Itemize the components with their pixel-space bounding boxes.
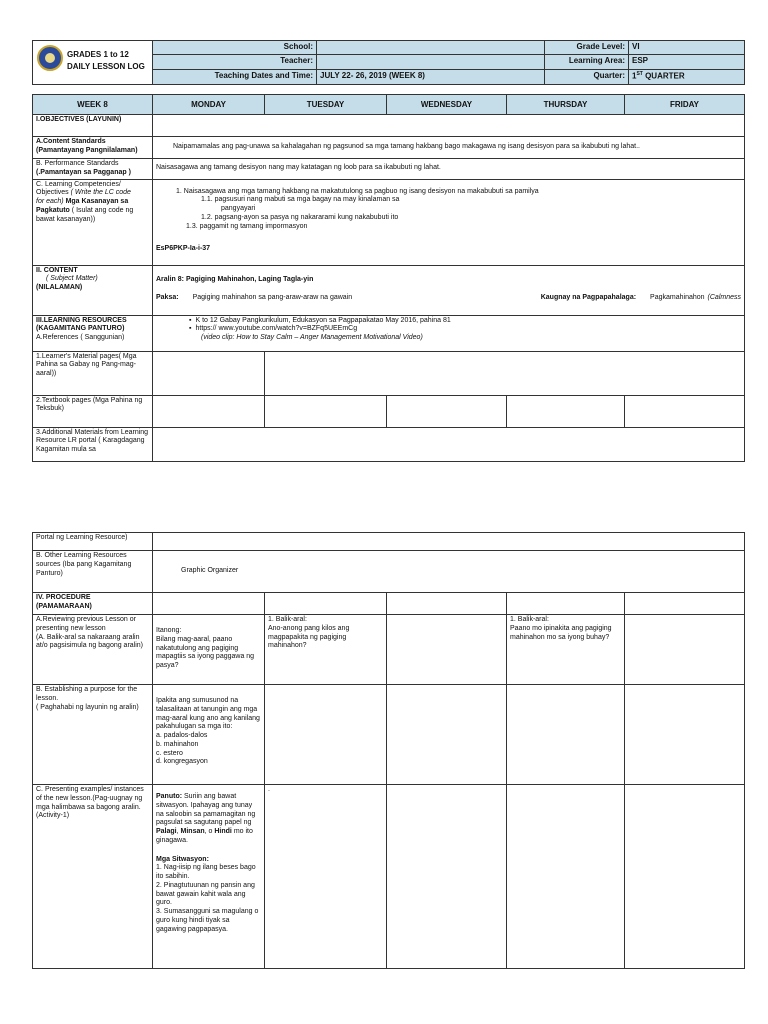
review-tuesday: 1. Balik-aral: Ano-anong pang kilos ang magpapakita ng pagiging mahinahon? (265, 615, 387, 685)
review-friday (625, 615, 745, 685)
purpose-wednesday (387, 685, 507, 785)
content-standards-label: A.Content Standards (Pamantayang Pangnilalaman) (33, 137, 153, 159)
procedure-thursday (507, 593, 625, 615)
textbook-monday (153, 395, 265, 427)
quarter-value: 1ST QUARTER (629, 70, 745, 85)
teacher-label: Teacher: (153, 55, 317, 70)
portal-label: Portal ng Learning Resource) (33, 533, 153, 551)
purpose-label: B. Establishing a purpose for the lesson. ( Paghahabi ng layunin ng aralin) (33, 685, 153, 785)
lesson-table-page2 (32, 532, 745, 969)
textbook-label: 2.Textbook pages (Mga Pahina ng Teksbuk) (33, 395, 153, 427)
dates-label: Teaching Dates and Time: (153, 70, 317, 85)
textbook-friday (625, 395, 745, 427)
day-friday: FRIDAY (625, 95, 745, 115)
textbook-tuesday (265, 395, 387, 427)
objectives-cell (153, 115, 745, 137)
school-label: School: (153, 41, 317, 55)
logo-cell (33, 41, 153, 85)
lesson-table-page1 (32, 94, 745, 462)
textbook-thursday (507, 395, 625, 427)
procedure-tuesday (265, 593, 387, 615)
examples-wednesday (387, 785, 507, 969)
day-wednesday: WEDNESDAY (387, 95, 507, 115)
day-monday: MONDAY (153, 95, 265, 115)
performance-label: B. Performance Standards (.Pamantayan sa Pagganap ) (33, 159, 153, 180)
dates-value: JULY 22- 26, 2019 (WEEK 8) (317, 70, 545, 85)
grade-value: VI (629, 41, 745, 55)
examples-thursday (507, 785, 625, 969)
header-block (32, 40, 744, 84)
deped-seal-icon (37, 45, 63, 71)
procedure-monday (153, 593, 265, 615)
header-table (32, 40, 745, 85)
day-thursday: THURSDAY (507, 95, 625, 115)
purpose-friday (625, 685, 745, 785)
procedure-friday (625, 593, 745, 615)
content-text: Aralin 8: Pagiging Mahinahon, Laging Tagla-yin Paksa: Pagiging mahinahon sa pang-araw-araw na gawain Kaugnay na Pagpapahalaga: Pagkamahinahon (Calmness (153, 265, 745, 315)
review-thursday: 1. Balik-aral: Paano mo ipinakita ang pagiging mahinahon mo sa iyong buhay? (507, 615, 625, 685)
area-value: ESP (629, 55, 745, 70)
dll-title: DAILY LESSON LOG (67, 61, 145, 71)
content-label: II. CONTENT ( Subject Matter) (NILALAMAN) (33, 265, 153, 315)
learners-material-label: 1.Learner's Material pages( Mga Pahina sa Gabay ng Pang-mag-aaral)) (33, 351, 153, 395)
examples-label: C. Presenting examples/ instances of the new lesson.(Pag-uugnay ng mga halimbawa sa bagong aralin. (Activity-1) (33, 785, 153, 969)
resources-label: III.LEARNING RESOURCES (KAGAMITANG PANTURO) A.References ( Sanggunian) (33, 315, 153, 351)
examples-friday (625, 785, 745, 969)
objectives-label: I.OBJECTIVES (LAYUNIN) (33, 115, 153, 137)
review-wednesday (387, 615, 507, 685)
week-label: WEEK 8 (33, 95, 153, 115)
portal-cell (153, 533, 745, 551)
textbook-wednesday (387, 395, 507, 427)
procedure-label: IV. PROCEDURE (PAMAMARAAN) (33, 593, 153, 615)
resources-text: ▪ K to 12 Gabay Pangkurikulum, Edukasyon sa Pagpapakatao May 2016, pahina 81 ▪ https:// www.youtube.com/watch?v=BZFq5UEEmCg (video clip: How to Stay Calm – Anger Management Motivational Video) (153, 315, 745, 351)
grade-label: Grade Level: (545, 41, 629, 55)
logo-text (67, 49, 145, 72)
review-label: A.Reviewing previous Lesson or presenting new lesson (A. Balik-aral sa nakaraang aralin at/o pagsisimula ng bagong aralin) (33, 615, 153, 685)
additional-cell (153, 427, 745, 461)
purpose-thursday (507, 685, 625, 785)
area-label: Learning Area: (545, 55, 629, 70)
examples-tuesday: . (265, 785, 387, 969)
competencies-label: C. Learning Competencies/ Objectives ( Write the LC code for each) Mga Kasanayan sa Pagkatuto ( Isulat ang code ng bawat kasanayan)) (33, 179, 153, 265)
performance-text: Naisasagawa ang tamang desisyon nang may katatagan ng loob para sa ikabubuti ng lahat. (153, 159, 745, 180)
other-resources-value: Graphic Organizer (153, 551, 745, 593)
other-resources-label: B. Other Learning Resources sources (Iba pang Kagamitang Panturo) (33, 551, 153, 593)
learners-monday (153, 351, 265, 395)
learners-rest (265, 351, 745, 395)
procedure-wednesday (387, 593, 507, 615)
purpose-monday: Ipakita ang sumusunod na talasalitaan at tanungin ang mga mag-aaral kung ano ang kanilang pakahulugan sa mga ito: a. padalos-dalos b. mahinahon c. estero d. kongregasyon (153, 685, 265, 785)
content-standards-text: Naipamamalas ang pag-unawa sa kahalagahan ng pagsunod sa mga tamang hakbang bago makagawa ng isang desisyon para sa ikabubuti ng lahat.. (153, 137, 745, 159)
additional-label: 3.Additional Materials from Learning Resource LR portal ( Karagdagang Kagamitan mula sa (33, 427, 153, 461)
examples-monday: Panuto: Suriin ang bawat sitwasyon. Ipahayag ang tunay na saloobin sa pamamagitan ng pagsulat sa sagutang papel ng Palagi, Minsan, o Hindi mo ito ginagawa. Mga Sitwasyon: 1. Nag-iisip ng ilang beses bago ito sabihin. 2. Pinagtutuunan ng pansin ang bawat gawain kahit wala ang guro. 3. Sumasangguni sa magulang o guro kung hindi tiyak sa gagawing pagpapasya. (153, 785, 265, 969)
purpose-tuesday (265, 685, 387, 785)
quarter-label: Quarter: (545, 70, 629, 85)
competencies-text: 1. Naisasagawa ang mga tamang hakbang na makatutulong sa pagbuo ng isang desisyon na makabubuti sa pamilya 1.1. pagsusuri nang mabuti sa mga bagay na may kinalaman sa pangyayari 1.2. pagsang-ayon sa pasya ng nakararami kung nakabubuti ito 1.3. paggamit ng tamang impormasyon EsP6PKP-Ia-i-37 (153, 179, 745, 265)
teacher-value (317, 55, 545, 70)
review-monday: Itanong: Bilang mag-aaral, paano nakatutulong ang pagiging mapagtiis sa iyong paggawa ng pasya? (153, 615, 265, 685)
grades-label: GRADES 1 to 12 (67, 50, 129, 59)
school-value (317, 41, 545, 55)
day-tuesday: TUESDAY (265, 95, 387, 115)
